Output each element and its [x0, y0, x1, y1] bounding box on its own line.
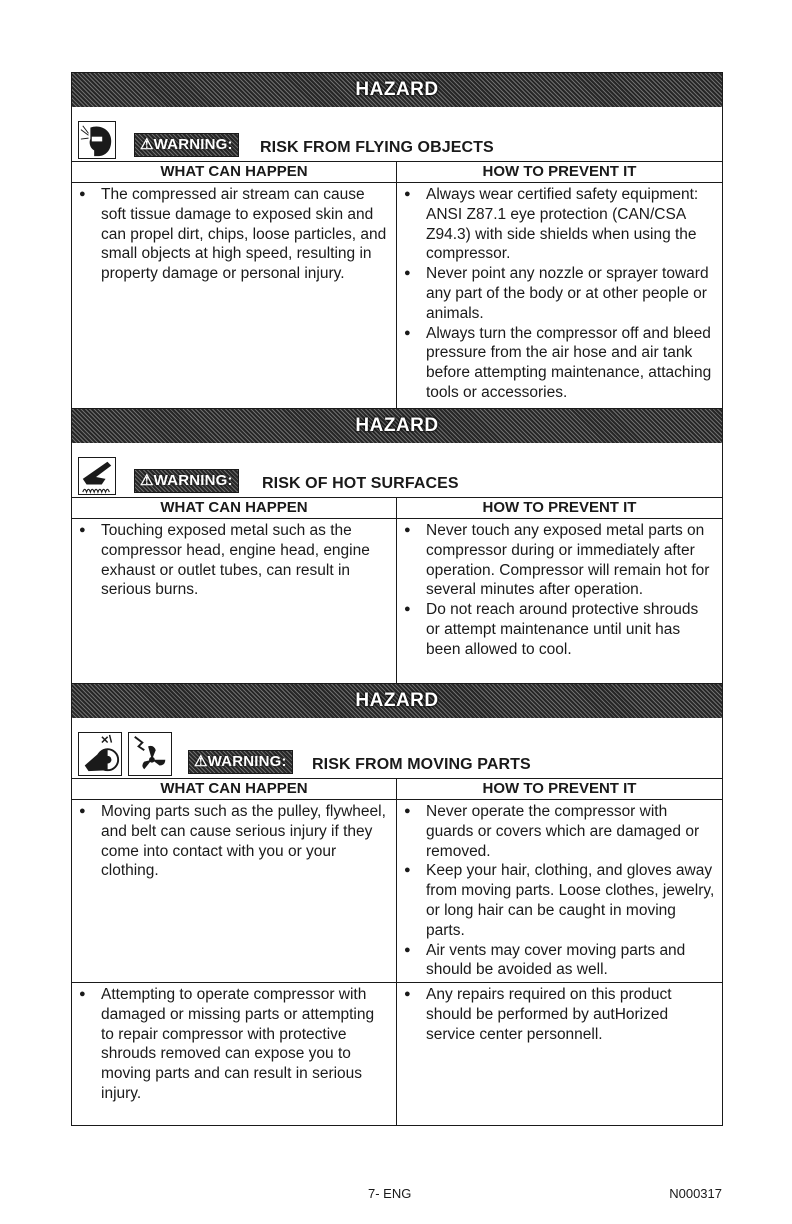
- hazard-section-moving-parts: [71, 683, 723, 1126]
- hazard-banner: HAZARD: [72, 684, 722, 718]
- hazard-section-flying-objects: [71, 72, 723, 408]
- risk-title: RISK FROM FLYING OBJECTS: [260, 139, 494, 156]
- warning-badge: ⚠WARNING:: [134, 469, 239, 493]
- list-item: ● Always turn the compressor off and bleed pressure from the air hose and air tank before attempting maintenance, attaching tools or accessories.: [404, 324, 712, 401]
- what-can-happen-cell: [72, 800, 397, 982]
- risk-header: [72, 107, 722, 162]
- list-item: ● Keep your hair, clothing, and gloves away from moving parts. Loose clothes, jewelry, or long hair can be caught in moving parts.: [404, 862, 715, 939]
- list-item: ● Attempting to operate compressor with damaged or missing parts or attempting to repair compressor with protective shrouds removed can expose you to moving parts and can result in serious injury.: [79, 986, 375, 1102]
- eye-protection-icon: [78, 121, 116, 159]
- list-item: ● Always wear certified safety equipment: ANSI Z87.1 eye protection (CAN/CSA Z94.3) with side shields when using the compressor.: [404, 186, 699, 263]
- bullet-icon: ●: [404, 864, 411, 877]
- document-code: N000317: [669, 1186, 722, 1201]
- bullet-icon: ●: [79, 188, 86, 200]
- what-can-happen-cell: [72, 519, 397, 683]
- bullet-icon: ●: [404, 603, 411, 616]
- list-item: ● Do not reach around protective shrouds or attempt maintenance until unit has been allowed to cool.: [404, 601, 699, 658]
- list-item: ● Any repairs required on this product should be performed by autHorized service center personnell.: [404, 986, 672, 1043]
- column-headers: [72, 779, 722, 800]
- table-row: [72, 982, 722, 1125]
- table-row: [72, 519, 722, 683]
- warning-badge: ⚠WARNING:: [134, 133, 239, 157]
- hazard-banner: HAZARD: [72, 409, 722, 443]
- bullet-icon: ●: [404, 326, 411, 339]
- list-item: ● Never operate the compressor with guards or covers which are damaged or removed.: [404, 803, 700, 860]
- belt-entanglement-icon: [78, 732, 122, 776]
- bullet-icon: ●: [79, 988, 86, 1000]
- bullet-icon: ●: [79, 805, 86, 817]
- warning-badge: ⚠WARNING:: [188, 750, 293, 774]
- how-to-prevent-header: HOW TO PREVENT IT: [482, 499, 637, 516]
- how-to-prevent-header: HOW TO PREVENT IT: [482, 163, 637, 180]
- column-headers: [72, 498, 722, 519]
- how-to-prevent-cell: [397, 983, 722, 1125]
- bullet-icon: ●: [404, 188, 411, 200]
- what-can-happen-header: WHAT CAN HAPPEN: [72, 498, 397, 518]
- what-can-happen-cell: [72, 983, 397, 1125]
- bullet-icon: ●: [79, 524, 86, 536]
- list-item: ● Touching exposed metal such as the compressor head, engine head, engine exhaust or outlet tubes, can result in serious burns.: [79, 522, 370, 599]
- hot-surface-icon: [78, 457, 116, 495]
- risk-header: [72, 718, 722, 779]
- how-to-prevent-cell: [397, 519, 722, 683]
- how-to-prevent-cell: [397, 183, 722, 408]
- list-item: ● Air vents may cover moving parts and should be avoided as well.: [404, 941, 686, 979]
- bullet-icon: ●: [404, 524, 411, 536]
- table-row: [72, 800, 722, 982]
- risk-title: RISK FROM MOVING PARTS: [312, 756, 531, 773]
- list-item: ● Never touch any exposed metal parts on compressor during or immediately after operation. Compressor will remain hot for several minutes after operation.: [404, 522, 710, 599]
- bullet-icon: ●: [404, 988, 411, 1000]
- hazard-section-hot-surfaces: [71, 408, 723, 683]
- list-item: ● The compressed air stream can cause soft tissue damage to exposed skin and can propel dirt, chips, loose particles, and small objects at high speed, resulting in property damage or personal injury.: [79, 186, 387, 283]
- list-item: ● Moving parts such as the pulley, flywheel, and belt can cause serious injury if they come into contact with you or your clothing.: [79, 803, 386, 880]
- fan-blade-icon: [128, 732, 172, 776]
- page-number: 7- ENG: [368, 1186, 412, 1201]
- hazard-banner: HAZARD: [72, 73, 722, 107]
- bullet-icon: ●: [404, 267, 411, 280]
- how-to-prevent-cell: [397, 800, 722, 982]
- what-can-happen-cell: [72, 183, 397, 408]
- risk-header: [72, 443, 722, 498]
- safety-page: [71, 72, 723, 1126]
- what-can-happen-header: WHAT CAN HAPPEN: [72, 162, 397, 182]
- list-item: ● Never point any nozzle or sprayer toward any part of the body or at other people or animals.: [404, 265, 709, 322]
- risk-title: RISK OF HOT SURFACES: [262, 475, 459, 492]
- column-headers: [72, 162, 722, 183]
- bullet-icon: ●: [404, 805, 411, 817]
- what-can-happen-header: WHAT CAN HAPPEN: [72, 779, 397, 799]
- bullet-icon: ●: [404, 943, 411, 956]
- how-to-prevent-header: HOW TO PREVENT IT: [482, 780, 637, 797]
- table-row: [72, 183, 722, 408]
